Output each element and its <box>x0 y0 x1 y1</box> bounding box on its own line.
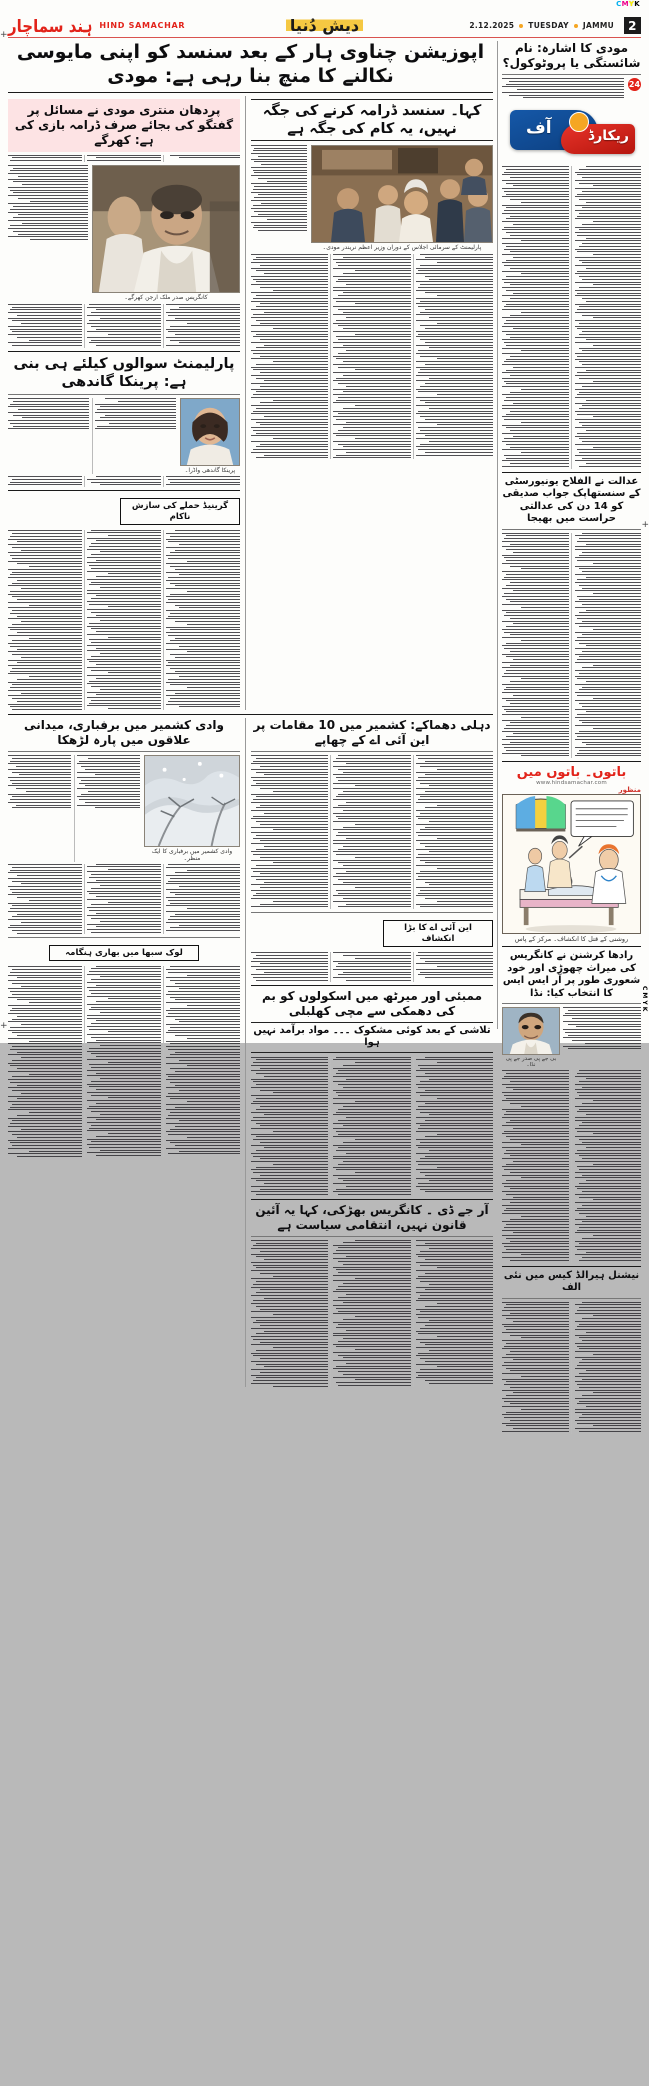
body-text-block <box>8 165 88 240</box>
section-title: دیش دُنیا <box>286 16 363 35</box>
rule-under-bottom-center-headline <box>251 1236 493 1237</box>
rule-above-conspiracy <box>8 490 240 491</box>
jp-nadda-photo <box>502 1007 560 1055</box>
crop-mark-icon-right: + <box>641 520 649 530</box>
kashmir-story-block <box>8 718 240 1387</box>
rule-under-court-headline <box>502 529 641 530</box>
kharge-photo-caption: کانگریس صدر ملک ارجن کھرگے۔ <box>124 293 208 301</box>
protocol-lead <box>502 78 641 100</box>
body-text-block <box>8 530 240 710</box>
national-herald-body <box>502 1302 641 1434</box>
lead-subhead-panel <box>251 99 493 141</box>
rule-above-cartoon <box>502 761 641 762</box>
rule-above-court <box>502 472 641 473</box>
national-herald-headline: نیشنل ہیرالڈ کیس میں نئی الف <box>503 1269 640 1293</box>
nadda-body-side <box>563 1007 641 1068</box>
off-record-text-primary: آف <box>526 118 552 138</box>
lead-number-badge: 24 <box>628 80 641 89</box>
lead-body-columns <box>251 254 493 459</box>
parliament-photo-caption: پارلیمنٹ کے سرمائی اجلاس کے دوران وزیر اعظم نریندر مودی۔ <box>322 243 482 251</box>
page-number-badge: 2 <box>624 17 641 34</box>
lok-sabha-box-headline: لوک سبھا میں بھاری ہنگامہ <box>49 945 199 962</box>
off-record-circle-icon <box>569 112 589 132</box>
center-column <box>245 96 493 711</box>
priyanka-headline: پارلیمنٹ سوالوں کیلئے ہی بنی ہے: پرینکا گاندھی <box>13 355 235 390</box>
publication-logo-urdu[interactable]: ہند سماچار <box>8 15 93 36</box>
court-body <box>502 533 641 759</box>
body-text-block <box>502 78 624 100</box>
priyanka-body-left <box>8 398 176 474</box>
bottom-center-body <box>251 1240 493 1387</box>
conspiracy-body <box>8 530 240 710</box>
conspiracy-box-headline: گرینیڈ حملے کی سازش ناکام <box>120 498 240 525</box>
priyanka-gandhi-photo <box>180 398 240 466</box>
nadda-headline: رادھا کرشنن نے کانگریس کی میراث چھوڑی اور خود شعوری طور پر آر ایس ایس کا انتخاب کیا: نڈا <box>502 950 641 999</box>
kashmir-snowfall-photo <box>144 755 240 847</box>
body-text-block <box>8 864 240 934</box>
body-text-block <box>251 755 493 909</box>
side-color-strip: CMYK <box>641 985 648 1013</box>
page-body-grid <box>8 41 648 1293</box>
body-text-block <box>251 254 493 459</box>
nia-box-body <box>251 952 493 981</box>
body-text-block <box>8 966 240 1157</box>
issue-date: 2.12.2025 <box>469 21 515 30</box>
rule-under-lead <box>8 92 493 93</box>
body-text-block <box>251 145 307 231</box>
rule-above-nia-box <box>251 912 493 913</box>
cartoon-caption: روشنی کے قتل کا انکشاف۔ مرکز کے پاس <box>514 935 629 943</box>
lok-sabha-body <box>8 966 240 1157</box>
crop-mark-icon-bottom: + <box>0 1021 8 1031</box>
cartoon-website: www.hindsamachar.com <box>536 780 607 786</box>
nadda-body <box>502 1070 641 1263</box>
body-text-block <box>251 1057 493 1196</box>
kashmir-headline: وادی کشمیر میں برفباری، میدانی علاقوں میں پارہ لڑھکا <box>24 718 224 748</box>
body-text-block <box>502 166 641 469</box>
parliament-session-photo <box>311 145 493 243</box>
separator-dot-icon-2 <box>574 24 578 28</box>
rule-above-national-herald <box>502 1266 641 1267</box>
rule-under-nadda-headline <box>502 1003 641 1004</box>
mumbai-headline: ممبئی اور میرٹھ میں اسکولوں کو بم کی دھمکی سے مچی کھلبلی <box>261 988 483 1018</box>
body-text-block <box>502 1070 641 1263</box>
body-text-block <box>8 398 176 431</box>
editorial-cartoon <box>502 794 641 934</box>
court-headline: عدالت نے الفلاح یونیورسٹی کے سنستھاپک جواب صدیقی کو 14 دن کی عدالتی حراست میں بھیجا <box>502 475 641 524</box>
rule-under-national-herald-headline <box>502 1298 641 1299</box>
bottom-center-headline: آر جے ڈی ۔ کانگریس بھڑکی، کہا یہ آئین قانون نہیں، انتقامی سیاست ہے <box>255 1202 489 1232</box>
issue-day: TUESDAY <box>528 21 569 30</box>
kashmir-photo-caption: وادی کشمیر میں برفباری کا ایک منظر۔ <box>151 848 233 863</box>
off-record-text-secondary: ریکارڈ <box>587 128 629 144</box>
kharge-body-top <box>8 155 240 162</box>
rule-above-lok-sabha-box <box>8 937 240 938</box>
left-center-stack <box>8 41 497 1232</box>
rule-above-nadda <box>502 946 641 947</box>
nia-story-block <box>245 718 493 1387</box>
issue-city: JAMMU <box>582 21 614 30</box>
body-text-block <box>8 755 140 810</box>
lead-subheadline: کہا۔ سنسد ڈرامہ کرنے کی جگہ نہیں، یہ کام کی جگہ ہے <box>262 102 482 137</box>
body-text-block <box>502 1302 641 1434</box>
protocol-headline: مودی کا اشارہ: نام شائستگی یا پروٹوکول؟ <box>502 41 641 70</box>
nia-box-headline: این آئی اے کا بڑا انکشاف <box>383 920 493 947</box>
nadda-photo-caption: بی جے پی صدر جے پی نڈا۔ <box>505 1056 557 1068</box>
kharge-side-text <box>8 165 88 301</box>
dateline-group <box>469 17 641 34</box>
nia-body <box>251 755 493 909</box>
kashmir-body-bottom <box>8 864 240 934</box>
priyanka-body-bottom <box>8 476 240 487</box>
publication-logo-english[interactable]: HIND SAMACHAR <box>99 21 186 30</box>
body-text-block <box>8 476 240 487</box>
cartoon-signature: منظور <box>618 786 641 794</box>
rule-above-mumbai <box>251 985 493 986</box>
lead-body-side <box>251 145 307 251</box>
rule-above-priyanka <box>8 351 240 352</box>
body-text-block <box>251 952 493 981</box>
cartoon-title: باتوں۔ باتوں میں <box>516 765 627 780</box>
mumbai-subhead-panel <box>251 1022 493 1053</box>
body-text-block <box>8 155 240 162</box>
rule-above-bottom-center <box>251 1199 493 1200</box>
body-text-block <box>251 1240 493 1387</box>
kashmir-body-left <box>8 755 140 862</box>
kharge-photo <box>92 165 240 293</box>
lead-headline: اپوزیشن چناوی ہار کے بعد سنسد کو اپنی مایوسی نکالنے کا منچ بنا رہی ہے: مودی <box>16 41 485 87</box>
protocol-body <box>502 166 641 469</box>
body-text-block <box>502 533 641 759</box>
nia-headline: دہلی دھماکے: کشمیر میں 10 مقامات پر این آئی اے کے چھاپے <box>253 718 491 748</box>
separator-dot-icon <box>519 24 523 28</box>
rule-under-protocol-headline <box>502 74 641 75</box>
body-text-block <box>8 304 240 348</box>
rule-under-kashmir-headline <box>8 751 240 752</box>
off-record-logo <box>502 104 641 162</box>
mumbai-subheadline: تلاشی کے بعد کوئی مشکوک ۔۔۔ مواد برآمد نہیں ہوا <box>253 1024 491 1049</box>
rule-under-nia-headline <box>251 751 493 752</box>
priyanka-photo-caption: پرینکا گاندھی واڈرا۔ <box>184 467 236 475</box>
crop-mark-icon-left: + <box>0 30 8 40</box>
rule-above-midstrip <box>8 714 493 715</box>
cmyk-bar-icon: CMYK <box>616 0 640 8</box>
right-column <box>497 41 648 1293</box>
kharge-body-bottom <box>8 304 240 348</box>
kharge-headline: پردھان منتری مودی نے مسائل پر گفتگو کی بجائے صرف ڈرامہ بازی کی ہے: کھرگے <box>14 102 234 147</box>
mumbai-body <box>251 1057 493 1196</box>
rule-under-priyanka-headline <box>8 394 240 395</box>
kharge-headline-panel <box>8 99 240 152</box>
masthead <box>8 14 641 38</box>
left-column <box>8 96 240 711</box>
